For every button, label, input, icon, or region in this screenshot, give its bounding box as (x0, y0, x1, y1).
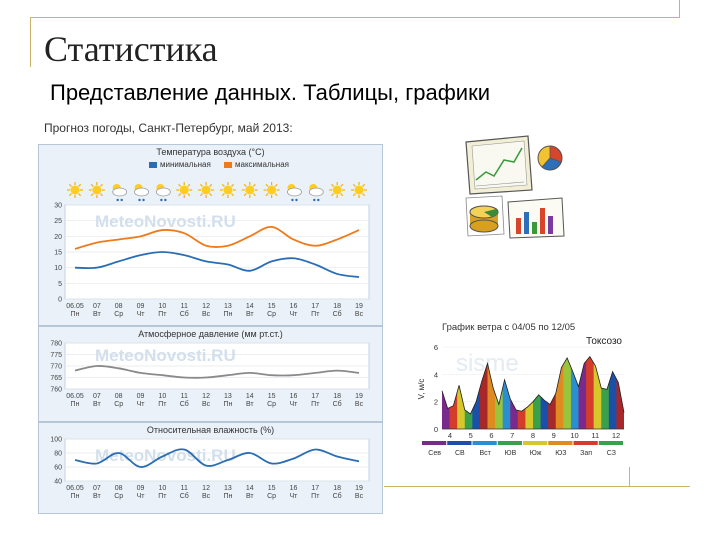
weekday-label: Чт (136, 311, 145, 318)
cloud-icon (156, 184, 170, 201)
x-tick-label: 19 (355, 485, 363, 492)
x-tick-label: 16 (289, 303, 298, 310)
y-tick-label: 770 (50, 363, 62, 371)
y-tick-label: 80 (54, 450, 62, 458)
sun-icon (329, 182, 345, 198)
sun-icon (176, 182, 192, 198)
weekday-label: Пт (311, 401, 320, 408)
wind-x-tick: 5 (468, 431, 473, 440)
y-tick-label: 780 (50, 340, 62, 348)
wind-y-tick: 6 (433, 343, 438, 352)
frame-right-line (679, 0, 680, 18)
x-tick-label: 07 (92, 393, 101, 400)
x-tick-label: 18 (333, 393, 342, 400)
x-tick-label: 17 (311, 393, 320, 400)
x-tick-label: 14 (245, 485, 254, 492)
weekday-label: Ср (267, 311, 277, 318)
weekday-label: Чт (136, 401, 145, 408)
cloud-icon (287, 184, 301, 201)
weekday-label: Пт (158, 311, 167, 318)
legend-min-label: минимальная (160, 160, 211, 169)
watermark: MeteoNovosti.RU (95, 346, 236, 365)
wind-x-tick: 7 (510, 431, 515, 440)
legend-max-swatch (224, 162, 232, 168)
pressure-title: Атмосферное давление (мм рт.ст.) (138, 329, 283, 339)
weekday-label: Вс (354, 493, 364, 500)
wind-x-tick: 9 (551, 431, 556, 440)
x-tick-label: 14 (245, 303, 254, 310)
wind-y-axis-label: V, м/с (417, 378, 426, 400)
weekday-label: Ср (114, 493, 124, 500)
wind-area-band (548, 347, 556, 429)
humidity-chart (39, 435, 382, 511)
temperature-panel (38, 144, 383, 326)
sun-icon (67, 182, 83, 198)
wind-direction-swatch (447, 441, 471, 445)
weekday-label: Чт (289, 401, 298, 408)
wind-direction-label: СЗ (606, 450, 616, 457)
weekday-label: Пн (223, 311, 233, 318)
wind-location: Токсозо (586, 336, 622, 347)
wind-area-band (616, 347, 624, 429)
x-tick-label: 09 (136, 485, 145, 492)
x-tick-label: 10 (158, 303, 167, 310)
wind-chart (416, 319, 630, 467)
wind-direction-swatch (574, 441, 598, 445)
humidity-panel (38, 422, 383, 514)
wind-direction-label: СВ (455, 450, 465, 457)
x-tick-label: 08 (114, 303, 123, 310)
x-tick-label: 09 (136, 393, 145, 400)
y-tick-label: 0 (58, 296, 62, 304)
wind-area-band (518, 347, 526, 429)
weekday-label: Вт (245, 311, 254, 318)
x-tick-label: 08 (114, 485, 123, 492)
humidity-title: Относительная влажность (%) (146, 425, 275, 435)
weekday-label: Вс (201, 493, 211, 500)
wind-area-band (541, 347, 549, 429)
y-tick-label: 25 (54, 218, 62, 226)
x-tick-label: 11 (180, 303, 188, 310)
weekday-label: Чт (136, 493, 145, 500)
wind-y-tick: 2 (433, 397, 438, 407)
presentation-board-icon (462, 132, 572, 242)
wind-y-tick: 4 (433, 370, 438, 380)
x-tick-label: 13 (224, 393, 232, 400)
wind-direction-label: Сев (428, 450, 441, 457)
x-tick-label: 14 (245, 393, 254, 400)
legend-min-swatch (149, 162, 157, 168)
x-tick-label: 15 (267, 485, 276, 492)
sun-icon (264, 182, 280, 198)
legend-min (149, 160, 211, 169)
wind-x-tick: 8 (530, 431, 536, 440)
x-tick-label: 19 (355, 393, 363, 400)
weekday-label: Вт (93, 311, 101, 318)
weekday-label: Чт (289, 311, 298, 318)
x-tick-label: 19 (355, 303, 363, 310)
temperature-title: Температура воздуха (°С) (156, 147, 265, 157)
wind-area-band (525, 347, 533, 429)
x-tick-label: 17 (311, 485, 320, 492)
x-tick-label: 07 (92, 303, 101, 310)
weekday-label: Вс (201, 401, 211, 408)
pressure-chart (39, 339, 382, 419)
wind-direction-swatch (473, 441, 497, 445)
weekday-label: Пт (311, 493, 320, 500)
weekday-label: Пн (70, 493, 80, 500)
x-tick-label: 10 (158, 393, 167, 400)
weekday-label: Пн (70, 311, 80, 318)
weekday-label: Сб (332, 311, 342, 318)
weekday-label: Сб (179, 401, 189, 408)
slide-title: Статистика (44, 29, 218, 69)
wind-area-band (579, 347, 587, 429)
wind-direction-swatch (548, 441, 572, 445)
frame-bottom-line (384, 486, 690, 487)
weekday-label: Ср (114, 401, 124, 408)
weekday-label: Вс (354, 311, 364, 318)
y-tick-label: 775 (50, 352, 62, 359)
weekday-label: Пт (158, 401, 167, 408)
wind-x-tick: 12 (611, 431, 621, 440)
weekday-label: Пт (311, 311, 320, 318)
weekday-label: Чт (289, 493, 298, 500)
wind-y-tick: 0 (433, 425, 438, 434)
weekday-label: Сб (332, 401, 342, 408)
wind-x-tick: 10 (570, 431, 579, 440)
x-tick-label: 15 (267, 303, 276, 310)
weekday-label: Вс (354, 401, 364, 408)
weather-forecast-panel (38, 140, 383, 516)
x-tick-label: 06.05 (66, 393, 84, 400)
weekday-label: Сб (332, 493, 342, 500)
wind-direction-swatch (498, 441, 522, 445)
y-tick-label: 30 (54, 202, 62, 210)
wind-area-band (571, 347, 579, 429)
y-tick-label: 765 (50, 375, 62, 382)
weekday-label: Ср (267, 493, 277, 500)
wind-area-band (442, 347, 450, 429)
y-tick-label: 20 (54, 233, 62, 241)
weekday-label: Сб (179, 311, 189, 318)
weekday-label: Пн (223, 493, 233, 500)
wind-area-band (533, 347, 541, 429)
x-tick-label: 13 (224, 303, 232, 310)
x-tick-label: 08 (114, 393, 123, 400)
x-tick-label: 06.05 (66, 303, 84, 310)
x-tick-label: 10 (158, 485, 167, 492)
x-tick-label: 11 (180, 393, 188, 400)
sun-icon (220, 182, 236, 198)
x-tick-label: 15 (267, 393, 276, 400)
x-tick-label: 12 (202, 393, 210, 400)
cloud-icon (135, 184, 149, 201)
weekday-label: Ср (114, 311, 124, 318)
x-tick-label: 12 (202, 303, 210, 310)
weekday-label: Пт (158, 493, 167, 500)
y-tick-label: 60 (54, 464, 62, 472)
weekday-label: Вт (93, 401, 101, 408)
wind-direction-swatch (422, 441, 446, 445)
x-tick-label: 13 (224, 485, 232, 492)
weekday-label: Ср (267, 401, 277, 408)
x-tick-label: 06.05 (66, 485, 84, 492)
wind-direction-swatch (599, 441, 623, 445)
temperature-chart (39, 173, 382, 323)
legend-max (224, 160, 289, 169)
y-tick-label: 760 (50, 386, 62, 394)
wind-direction-label: ЮЗ (555, 450, 567, 457)
weekday-label: Вт (245, 401, 254, 408)
x-tick-label: 16 (289, 485, 298, 492)
weekday-label: Вт (245, 493, 254, 500)
x-tick-label: 16 (289, 393, 298, 400)
y-tick-label: 5 (58, 280, 62, 288)
wind-direction-label: Вст (479, 450, 491, 457)
x-tick-label: 18 (333, 485, 342, 492)
pressure-panel (38, 326, 383, 422)
slide-subtitle: Представление данных. Таблицы, графики (50, 80, 491, 105)
x-tick-label: 07 (92, 485, 101, 492)
wind-chart-title: График ветра с 04/05 по 12/05 (442, 322, 576, 333)
frame-top-line (30, 17, 680, 18)
x-tick-label: 11 (180, 485, 188, 492)
cloud-icon (113, 184, 127, 201)
sun-icon (351, 182, 367, 198)
x-tick-label: 18 (333, 303, 342, 310)
watermark: MeteoNovosti.RU (95, 446, 236, 465)
sun-icon (89, 182, 105, 198)
wind-x-tick: 6 (489, 431, 494, 440)
y-tick-label: 100 (50, 436, 62, 444)
wind-area-band (609, 347, 617, 429)
sun-icon (242, 182, 258, 198)
y-tick-label: 40 (54, 478, 62, 486)
wind-direction-swatch (523, 441, 547, 445)
weekday-label: Вт (93, 493, 101, 500)
wind-area-band (594, 347, 602, 429)
wind-watermark: sisme (456, 350, 519, 377)
x-tick-label: 12 (202, 485, 210, 492)
weekday-label: Вс (201, 311, 211, 318)
wind-x-tick: 11 (591, 431, 600, 440)
weekday-label: Пн (70, 401, 80, 408)
cloud-icon (309, 184, 323, 201)
weekday-label: Сб (179, 493, 189, 500)
weekday-label: Пн (223, 401, 233, 408)
weather-caption: Прогноз погоды, Санкт-Петербург, май 2013: (44, 121, 293, 135)
wind-direction-label: ЮВ (504, 450, 517, 457)
x-tick-label: 09 (136, 303, 145, 310)
legend-max-label: максимальная (235, 160, 289, 169)
x-tick-label: 17 (311, 303, 320, 310)
wind-direction-label: Зап (580, 450, 593, 457)
frame-left-line (30, 17, 31, 67)
wind-chart-panel (416, 319, 630, 467)
y-tick-label: 15 (54, 249, 62, 257)
wind-x-tick: 4 (447, 431, 453, 440)
wind-direction-label: Юж (529, 450, 542, 457)
sun-icon (198, 182, 214, 198)
presentation-clipart (462, 132, 572, 242)
y-tick-label: 10 (54, 265, 62, 273)
watermark: MeteoNovosti.RU (95, 212, 236, 231)
